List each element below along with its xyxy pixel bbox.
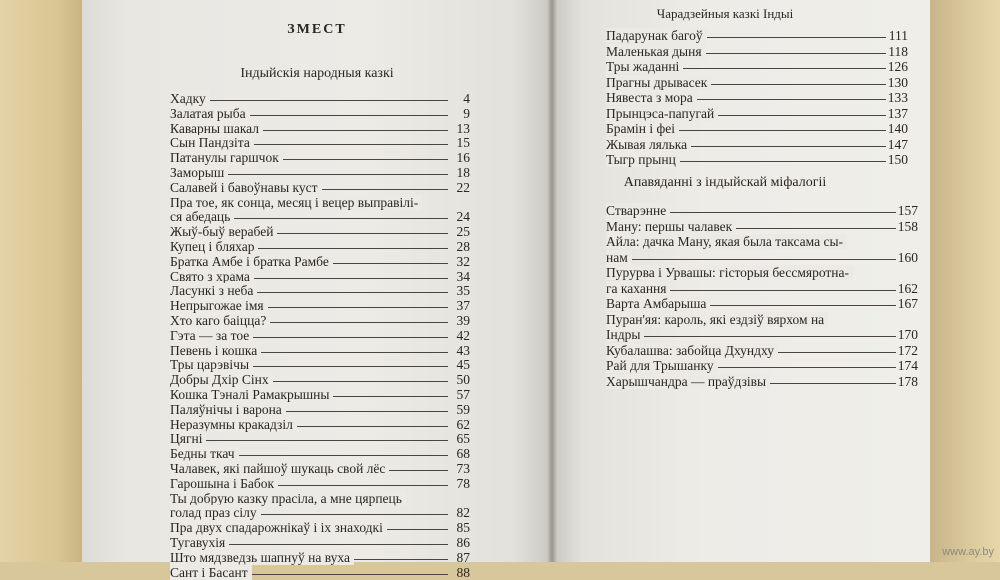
- toc-page-number: 157: [895, 203, 918, 219]
- toc-entry: [606, 374, 918, 390]
- toc-entry: [606, 106, 908, 122]
- toc-page-number: 167: [895, 296, 918, 312]
- toc-page-number: 140: [885, 121, 908, 137]
- toc-entry-title: Заморыш: [170, 165, 228, 180]
- toc-page-number: 88: [454, 566, 471, 580]
- toc-page-number: 13: [454, 122, 471, 137]
- toc-page-number: 87: [454, 551, 471, 566]
- toc-entry: [606, 28, 908, 44]
- toc-entry-title: Патанулы гаршчок: [170, 150, 283, 165]
- toc-entry: [170, 240, 470, 255]
- toc-page-number: 126: [885, 59, 908, 75]
- toc-entry: [606, 358, 918, 374]
- toc-entry-title: Добры Дхір Сінх: [170, 372, 273, 387]
- toc-page-number: 15: [454, 136, 471, 151]
- toc-entry-title: Прагны дрывасек: [606, 75, 711, 90]
- toc-entry: [170, 536, 470, 551]
- toc-page-number: 137: [885, 106, 908, 122]
- toc-entry-title: Тры царэвічы: [170, 357, 253, 372]
- right-section2-title: Апавяданні з індыйскай міфалогіі: [575, 175, 875, 191]
- left-section-title: Індыйскія народныя казкі: [82, 66, 552, 82]
- toc-entry-title: Пра двух спадарожнікаў і іх знаходкі: [170, 520, 387, 535]
- toc-entry: [170, 107, 470, 122]
- toc-page-number: 9: [460, 107, 470, 122]
- toc-entry: [170, 225, 470, 240]
- toc-page-number: 178: [895, 374, 918, 390]
- toc-entry: [606, 44, 908, 60]
- toc-entry: [170, 388, 470, 403]
- toc-entry: [606, 312, 918, 328]
- toc-entry: [606, 90, 908, 106]
- book-gutter: [547, 0, 557, 562]
- toc-entry: [606, 250, 918, 266]
- toc-page-number: 35: [454, 284, 471, 299]
- toc-entry: [170, 403, 470, 418]
- toc-entry-title: голад праз сілу: [170, 505, 261, 520]
- toc-page-number: 43: [454, 344, 471, 359]
- toc-entry-title: Кубалашва: забойца Дхундху: [606, 343, 778, 358]
- toc-entry-title: Хто каго баіцца?: [170, 313, 270, 328]
- right-toc2-list: [606, 203, 918, 389]
- toc-entry: [170, 299, 470, 314]
- toc-page-number: 39: [454, 314, 471, 329]
- toc-page-number: 174: [895, 358, 918, 374]
- toc-entry: [170, 92, 470, 107]
- toc-entry-title: Нявеста з мора: [606, 90, 697, 105]
- toc-entry-title: Неразумны кракадзіл: [170, 417, 297, 432]
- toc-entry-title: Сын Пандзіта: [170, 135, 254, 150]
- toc-entry: [606, 152, 908, 168]
- toc-entry-title: Ману: першы чалавек: [606, 219, 736, 234]
- toc-entry-title: Рай для Трышанку: [606, 358, 718, 373]
- toc-entry-title: га кахання: [606, 281, 670, 296]
- toc-entry-title: Тры жаданні: [606, 59, 683, 74]
- toc-entry-title: Харышчандра — праўдзівы: [606, 374, 770, 389]
- toc-page-number: 160: [895, 250, 918, 266]
- toc-entry: [170, 255, 470, 270]
- toc-entry: [606, 219, 918, 235]
- toc-entry: [170, 358, 470, 373]
- book-edge-left: [0, 0, 82, 562]
- toc-page-number: 150: [885, 152, 908, 168]
- toc-page-number: 45: [454, 358, 471, 373]
- toc-page-number: 22: [454, 181, 471, 196]
- toc-page-number: 170: [895, 327, 918, 343]
- toc-entry-title: Купец і бляхар: [170, 239, 258, 254]
- toc-entry: [170, 521, 470, 536]
- toc-entry-title: Пурурва і Урвашы: гісторыя бессмяротна-: [606, 265, 853, 280]
- toc-page-number: 158: [895, 219, 918, 235]
- toc-page-number: 73: [454, 462, 471, 477]
- toc-page-number: 172: [895, 343, 918, 359]
- toc-page-number: 62: [454, 418, 471, 433]
- toc-entry-title: Індры: [606, 327, 644, 342]
- toc-entry: [170, 329, 470, 344]
- toc-entry: [170, 166, 470, 181]
- toc-entry: [606, 296, 918, 312]
- toc-entry-title: Паляўнічы і варона: [170, 402, 286, 417]
- toc-entry-title: Прынцэса-папугай: [606, 106, 718, 121]
- toc-entry-title: Тугавухія: [170, 535, 229, 550]
- toc-leader-line: [606, 336, 896, 337]
- toc-page-number: 85: [454, 521, 471, 536]
- toc-entry: [170, 462, 470, 477]
- toc-entry-title: Падарунак багоў: [606, 28, 707, 43]
- toc-page-number: 68: [454, 447, 471, 462]
- left-toc-list: [170, 92, 470, 580]
- toc-entry-title: Пуран'яя: кароль, які ездзіў вярхом на: [606, 312, 828, 327]
- toc-entry-title: Жыў-быў верабей: [170, 224, 277, 239]
- toc-entry-title: Певень і кошка: [170, 343, 261, 358]
- toc-page-number: 37: [454, 299, 471, 314]
- toc-page-number: 34: [454, 270, 471, 285]
- toc-page-number: 118: [885, 44, 908, 60]
- toc-entry: [170, 136, 470, 151]
- toc-entry-title: Пра тое, як сонца, месяц і вецер выправілі-: [170, 195, 422, 210]
- toc-page-number: 57: [454, 388, 471, 403]
- toc-entry: [170, 210, 470, 225]
- toc-entry: [170, 151, 470, 166]
- toc-page-number: 82: [454, 506, 471, 521]
- toc-entry-title: Брамін і феі: [606, 121, 679, 136]
- toc-entry: [606, 234, 918, 250]
- toc-entry-title: Гэта — за тое: [170, 328, 253, 343]
- toc-entry: [606, 203, 918, 219]
- toc-entry-title: Жывая лялька: [606, 137, 691, 152]
- toc-entry: [170, 506, 470, 521]
- toc-page-number: 133: [885, 90, 908, 106]
- toc-entry-title: ся абедаць: [170, 209, 234, 224]
- toc-entry: [606, 281, 918, 297]
- toc-entry-title: Чалавек, які пайшоў шукаць свой лёс: [170, 461, 389, 476]
- book-edge-right: [930, 0, 1000, 562]
- toc-entry-title: Кошка Тэналі Рамакрышны: [170, 387, 333, 402]
- toc-entry: [170, 181, 470, 196]
- toc-entry: [170, 284, 470, 299]
- toc-entry-title: Стварэнне: [606, 203, 670, 218]
- toc-page-number: 130: [885, 75, 908, 91]
- toc-page-number: 86: [454, 536, 471, 551]
- toc-page-number: 111: [886, 28, 908, 44]
- toc-page-number: 42: [454, 329, 471, 344]
- toc-page-number: 25: [454, 225, 471, 240]
- toc-page-number: 147: [885, 137, 908, 153]
- toc-page-number: 28: [454, 240, 471, 255]
- toc-entry: [170, 314, 470, 329]
- toc-entry-title: Сант і Басант: [170, 565, 252, 580]
- toc-entry-title: Тыгр прынц: [606, 152, 680, 167]
- toc-entry: [170, 477, 470, 492]
- toc-page-number: 24: [454, 210, 471, 225]
- toc-page-number: 162: [895, 281, 918, 297]
- toc-entry-title: Маленькая дыня: [606, 44, 706, 59]
- toc-entry-title: Ласункі з неба: [170, 283, 257, 298]
- toc-entry-title: Непрыгожае імя: [170, 298, 268, 313]
- toc-page-number: 50: [454, 373, 471, 388]
- toc-entry-title: Бедны ткач: [170, 446, 239, 461]
- toc-page-number: 4: [460, 92, 470, 107]
- toc-entry-title: Каварны шакал: [170, 121, 263, 136]
- toc-entry: [170, 447, 470, 462]
- toc-entry-title: Свято з храма: [170, 269, 254, 284]
- toc-entry: [606, 121, 908, 137]
- toc-entry: [170, 418, 470, 433]
- toc-entry-title: Хадку: [170, 91, 210, 106]
- toc-entry: [170, 432, 470, 447]
- toc-leader-line: [606, 259, 896, 260]
- toc-entry-title: Цягні: [170, 431, 206, 446]
- toc-entry: [606, 75, 908, 91]
- toc-entry: [170, 551, 470, 566]
- toc-leader-line: [170, 440, 448, 441]
- toc-page-number: 32: [454, 255, 471, 270]
- toc-entry: [170, 566, 470, 580]
- right-toc1-list: [606, 28, 908, 168]
- toc-entry-title: Братка Амбе і братка Рамбе: [170, 254, 333, 269]
- toc-page-number: 18: [454, 166, 471, 181]
- toc-entry-title: Салавей і бавоўнавы куст: [170, 180, 322, 195]
- toc-leader-line: [170, 100, 448, 101]
- toc-entry-title: Што мядзведзь шапнуў на вуха: [170, 550, 354, 565]
- toc-entry: [606, 327, 918, 343]
- watermark: www.ay.by: [942, 546, 994, 558]
- toc-entry-title: Ты добрую казку прасіла, а мне цярпець: [170, 491, 406, 506]
- toc-entry: [170, 373, 470, 388]
- contents-title: ЗМЕСТ: [82, 22, 552, 38]
- toc-page-number: 65: [454, 432, 471, 447]
- toc-entry-title: Гарошына і Бабок: [170, 476, 278, 491]
- toc-entry: [606, 137, 908, 153]
- toc-page-number: 78: [454, 477, 471, 492]
- toc-page-number: 16: [454, 151, 471, 166]
- toc-entry-title: нам: [606, 250, 632, 265]
- toc-entry: [606, 59, 908, 75]
- toc-entry-title: Залатая рыба: [170, 106, 250, 121]
- right-section1-title: Чарадзейныя казкі Індыі: [575, 6, 875, 22]
- toc-entry: [606, 343, 918, 359]
- toc-entry-title: Айла: дачка Ману, якая была таксама сы-: [606, 234, 847, 249]
- toc-entry: [606, 265, 918, 281]
- toc-page-number: 59: [454, 403, 471, 418]
- toc-entry-title: Варта Амбарыша: [606, 296, 710, 311]
